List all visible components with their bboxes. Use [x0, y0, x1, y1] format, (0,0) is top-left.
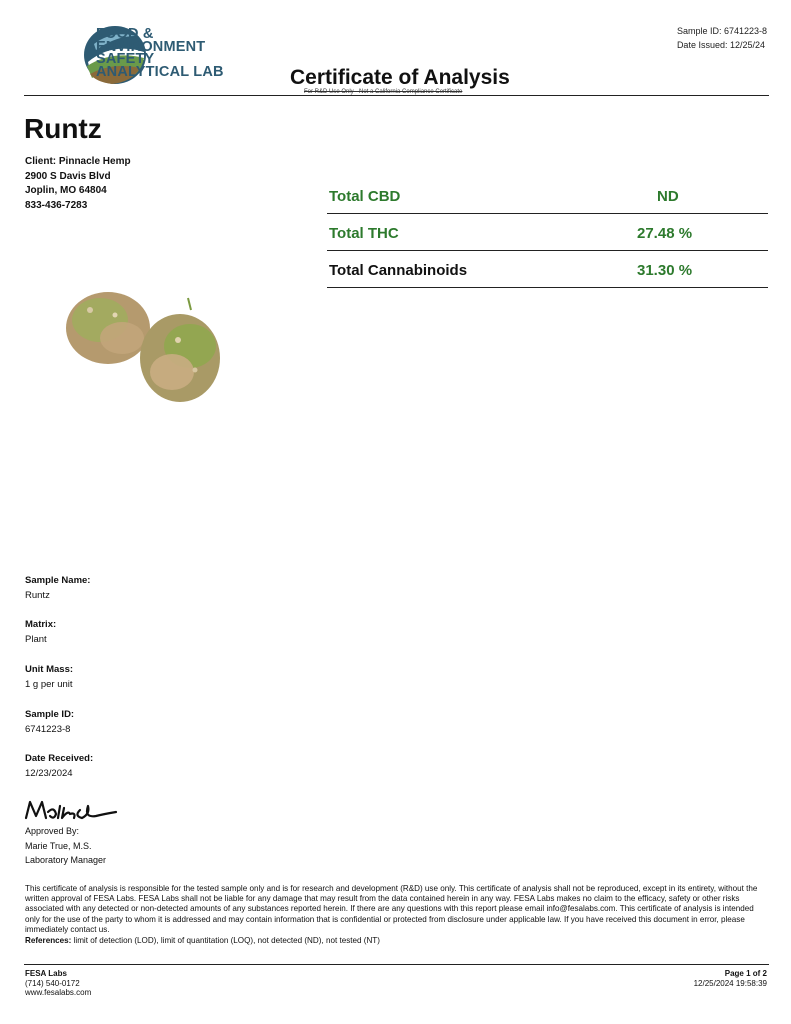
references-text: limit of detection (LOD), limit of quantitation (LOQ), not detected (ND), not tested (NT)	[71, 936, 380, 945]
page-title: Certificate of Analysis	[290, 66, 510, 89]
footer-right	[694, 969, 767, 988]
client-address-line2: Joplin, MO 64804	[25, 185, 107, 196]
disclaimer-text: This certificate of analysis is responsible for the tested sample only and is for research and development (R&D) use only. This certificate of analysis shall not be reproduced, except in its entirety, without the written approval of FESA Labs. FESA Labs shall not be liable for any damage that may result from the data contained herein in any way. FESA Labs makes no claim to the efficacy, safety or other risks associated with any detected or non-detected amounts of any substances reported herein. If there are any questions with this report please email info@fesalabs.com. This certificate of analysis is intended only for the use of the party to whom it is addressed and may contain information that is confidential or protected from disclosure under applicable law. If you have received this document in error, please immediately contact us.	[25, 884, 758, 934]
date-issued: Date Issued: 12/25/24	[676, 40, 765, 50]
references-label: References:	[25, 936, 72, 945]
footer-phone: (714) 540-0172	[25, 978, 80, 988]
summary-row-total	[327, 252, 768, 288]
logo-wordmark	[96, 28, 224, 78]
detail-value: Plant	[25, 634, 47, 645]
logo-line: FOOD &	[96, 26, 154, 42]
client-address-line1: 2900 S Davis Blvd	[25, 170, 111, 182]
approved-by-label: Approved By:	[25, 826, 80, 836]
detail-label: Sample ID:	[25, 709, 75, 720]
header-meta	[677, 24, 767, 52]
logo-line: ANALYTICAL LAB	[96, 63, 224, 80]
references	[25, 936, 380, 945]
detail-value: Runtz	[25, 590, 50, 601]
summary-label: Total CBD	[329, 188, 401, 205]
footer-timestamp: 12/25/2024 19:58:39	[693, 978, 767, 988]
summary-row-cbd	[327, 178, 768, 214]
client-name: Client: Pinnacle Hemp	[25, 156, 131, 167]
detail-label: Date Received:	[25, 753, 94, 764]
footer-divider	[24, 964, 769, 965]
logo-line: SAFETY	[96, 51, 155, 67]
detail-label: Unit Mass:	[25, 664, 74, 675]
summary-value: ND	[657, 188, 679, 205]
summary-label: Total Cannabinoids	[329, 262, 468, 279]
detail-value: 12/23/2024	[25, 768, 73, 779]
logo-line: ENVIRONMENT	[96, 38, 206, 55]
footer-company: FESA Labs	[25, 969, 67, 978]
page-subtitle: For R&D Use Only - Not a California Compliance Certificate	[304, 89, 463, 95]
signature-image	[24, 794, 120, 826]
detail-label: Sample Name:	[25, 575, 91, 586]
summary-label: Total THC	[329, 225, 399, 242]
summary-value: 31.30 %	[637, 262, 693, 279]
detail-label: Matrix:	[25, 619, 57, 630]
cannabis-bud-image	[60, 280, 250, 410]
approver-name: Marie True, M.S.	[25, 841, 92, 851]
client-phone: 833-436-7283	[25, 199, 88, 211]
approver-role: Laboratory Manager	[25, 855, 107, 865]
summary-value: 27.48 %	[637, 225, 693, 242]
footer-left	[25, 969, 91, 998]
footer-website[interactable]: www.fesalabs.com	[25, 988, 92, 997]
detail-value: 1 g per unit	[25, 679, 73, 690]
product-name: Runtz	[24, 113, 102, 144]
footer-page-number: Page 1 of 2	[724, 969, 767, 978]
detail-value: 6741223-8	[25, 724, 71, 735]
client-info	[25, 155, 131, 213]
summary-row-thc	[327, 215, 768, 251]
header-divider	[24, 95, 769, 96]
sample-id-header: Sample ID: 6741223-8	[676, 26, 767, 36]
